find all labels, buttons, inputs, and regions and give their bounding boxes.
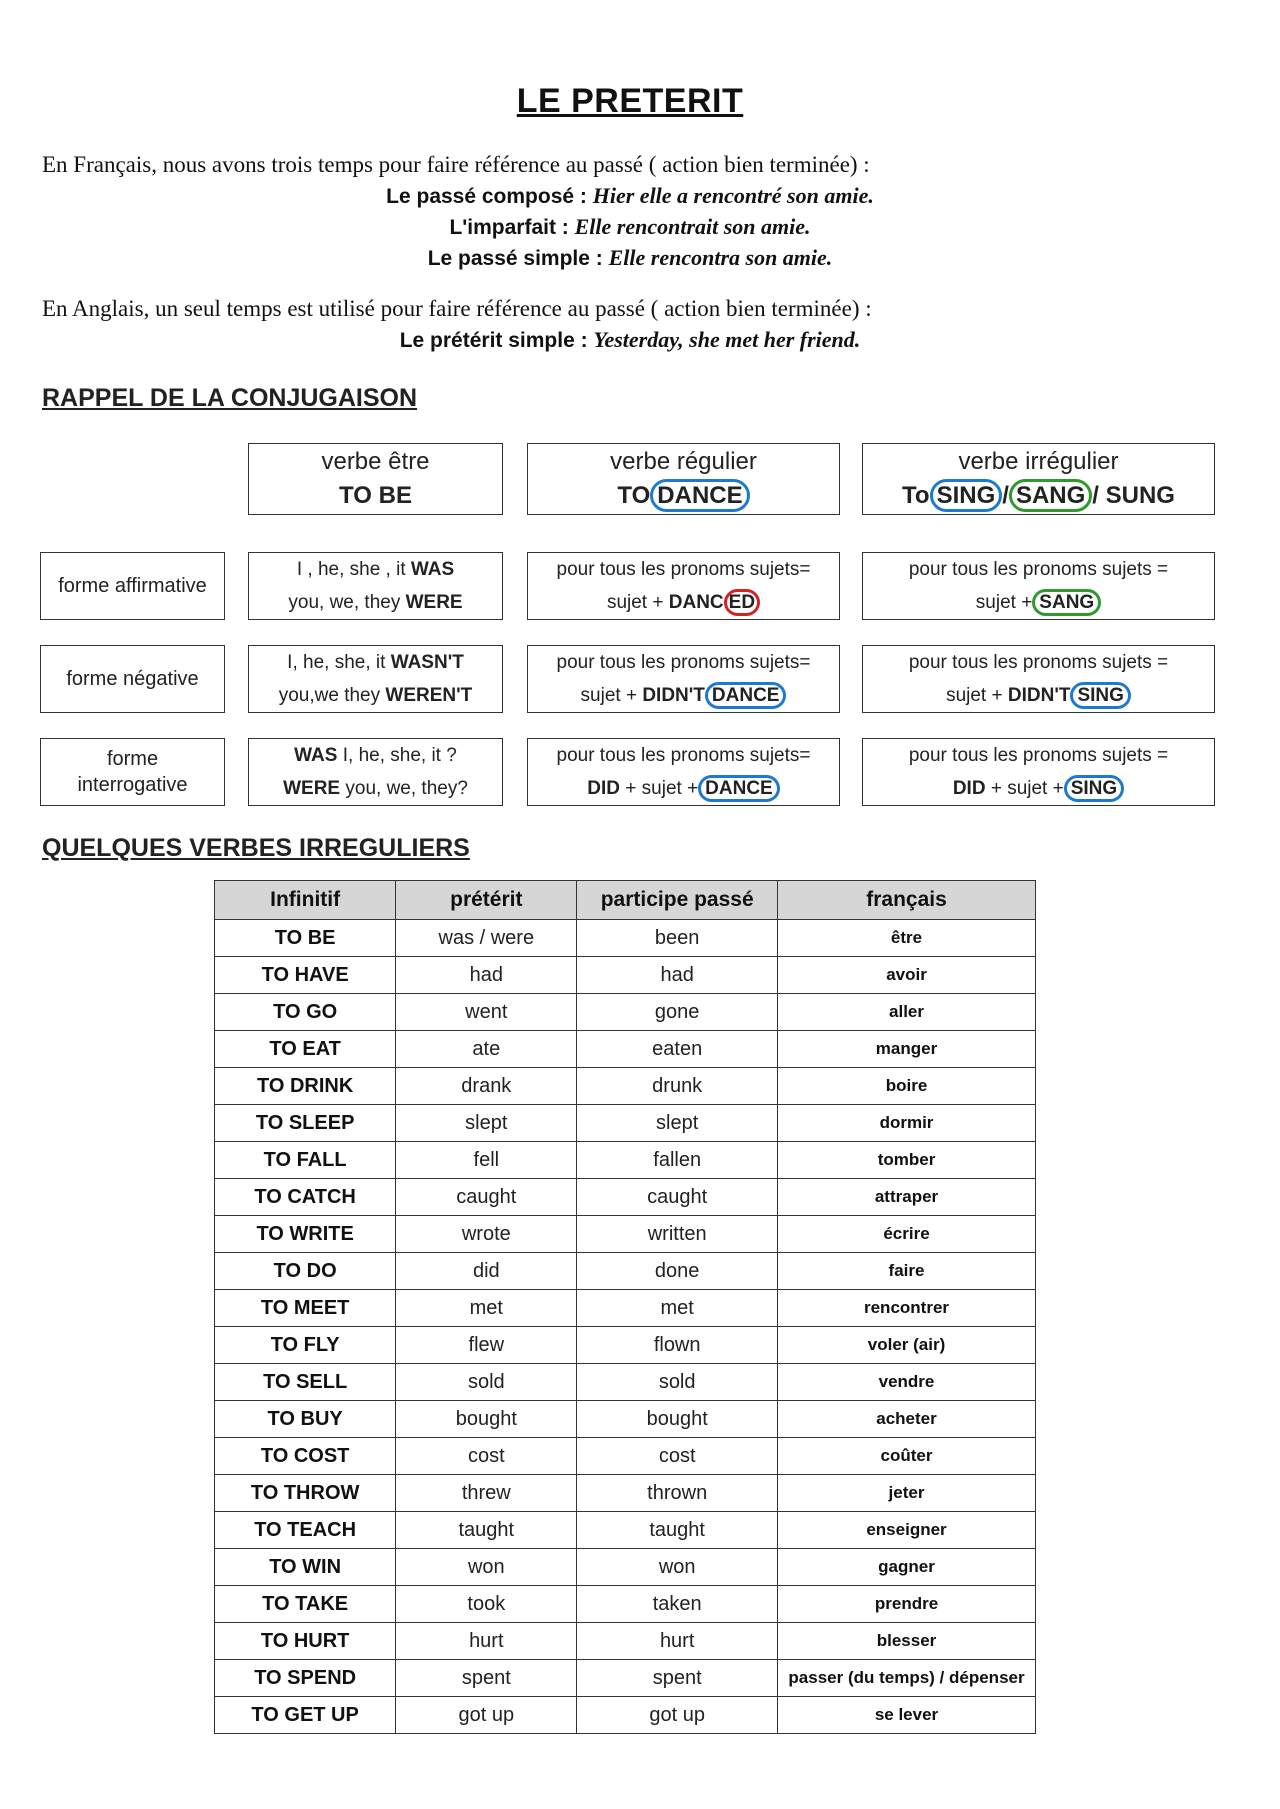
tense-imparfait [0,214,1260,240]
cell-infinitif: TO WRITE [215,1216,396,1253]
slash: / [1002,482,1009,509]
rule-middle: + sujet + [990,778,1064,799]
cell-regular-affirmative [527,552,840,620]
section-heading-conjugaison: RAPPEL DE LA CONJUGAISON [42,384,418,412]
cell-francais: passer (du temps) / dépenser [778,1660,1036,1697]
rule-middle: + sujet + [625,778,699,799]
cell-participe: taken [577,1586,778,1623]
cell-preterit: fell [396,1142,577,1179]
table-row [215,920,1036,957]
cell-francais: enseigner [778,1512,1036,1549]
header-verb [902,479,1175,513]
verb-form: WAS [294,745,338,766]
cell-francais: blesser [778,1623,1036,1660]
tense-label: Le passé simple : [427,247,603,270]
verb-form: WASN'T [390,652,464,673]
cell-infinitif: TO TEACH [215,1512,396,1549]
circled-ending: ED [724,589,760,616]
cell-infinitif: TO CATCH [215,1179,396,1216]
cell-francais: gagner [778,1549,1036,1586]
cell-participe: been [577,920,778,957]
cell-preterit: caught [396,1179,577,1216]
cell-participe: won [577,1549,778,1586]
cell-irregular-negative [862,645,1215,713]
row-label-interrogative [40,738,225,806]
pronouns: I, he, she, it ? [342,745,457,766]
verb-form: WERE [405,592,463,613]
section-heading-verbes: QUELQUES VERBES IRREGULIERS [42,834,470,862]
column-header-participe: participe passé [577,881,778,920]
verb-prefix: TO [617,482,651,509]
cell-infinitif: TO MEET [215,1290,396,1327]
header-title: verbe régulier [610,448,757,475]
cell-infinitif: TO COST [215,1438,396,1475]
cell-irregular-interrogative [862,738,1215,806]
cell-participe: drunk [577,1068,778,1105]
cell-francais: avoir [778,957,1036,994]
header-verb: TO BE [339,482,412,509]
cell-infinitif: TO HAVE [215,957,396,994]
column-header-infinitif: Infinitif [215,881,396,920]
cell-preterit: sold [396,1364,577,1401]
verb-stem: DANC [668,592,724,613]
table-row [215,1586,1036,1623]
circled-verb: DANCE [698,775,780,802]
rule-text: pour tous les pronoms sujets= [556,559,811,580]
table-row [215,1290,1036,1327]
table-row [215,1179,1036,1216]
table-row [215,1105,1036,1142]
cell-infinitif: TO EAT [215,1031,396,1068]
cell-infinitif: TO GET UP [215,1697,396,1734]
header-title: verbe irrégulier [958,448,1119,475]
table-row [215,1697,1036,1734]
table-header-row [215,881,1036,920]
tense-example: Elle rencontra son amie. [608,245,833,270]
cell-francais: tomber [778,1142,1036,1179]
rule-prefix: sujet + [580,685,638,706]
tense-label: Le prétérit simple : [399,329,588,352]
column-header-francais: français [778,881,1036,920]
pronouns: you, we, they? [345,778,468,799]
pronouns: I, he, she, it [287,652,386,673]
page-title: LE PRETERIT [516,82,744,120]
irregular-verbs-table [214,880,1036,1734]
cell-preterit: did [396,1253,577,1290]
cell-francais: aller [778,994,1036,1031]
cell-participe: met [577,1290,778,1327]
cell-preterit: wrote [396,1216,577,1253]
cell-francais: manger [778,1031,1036,1068]
pronouns: you, we, they [288,592,401,613]
cell-preterit: drank [396,1068,577,1105]
cell-preterit: cost [396,1438,577,1475]
cell-preterit: won [396,1549,577,1586]
table-row [215,1253,1036,1290]
cell-tobe-interrogative [248,738,503,806]
auxiliary: DID [587,778,620,799]
cell-francais: coûter [778,1438,1036,1475]
cell-participe: written [577,1216,778,1253]
cell-infinitif: TO SLEEP [215,1105,396,1142]
table-row [215,1623,1036,1660]
table-row [215,1512,1036,1549]
table-row [215,1142,1036,1179]
intro-english: En Anglais, un seul temps est utilisé pour faire référence au passé ( action bien terminée) : [42,296,872,321]
cell-participe: flown [577,1327,778,1364]
circled-verb: SING [1064,775,1124,802]
cell-preterit: taught [396,1512,577,1549]
header-title: verbe être [321,448,430,475]
table-row [215,1031,1036,1068]
cell-infinitif: TO TAKE [215,1586,396,1623]
cell-francais: se lever [778,1697,1036,1734]
cell-infinitif: TO HURT [215,1623,396,1660]
cell-preterit: spent [396,1660,577,1697]
cell-preterit: flew [396,1327,577,1364]
cell-participe: fallen [577,1142,778,1179]
intro-french: En Français, nous avons trois temps pour faire référence au passé ( action bien terminée) : [42,152,870,177]
header-verb [617,479,749,513]
cell-regular-interrogative [527,738,840,806]
cell-preterit: hurt [396,1623,577,1660]
cell-participe: done [577,1253,778,1290]
cell-francais: dormir [778,1105,1036,1142]
rule-prefix: sujet + [606,592,664,613]
cell-participe: got up [577,1697,778,1734]
cell-participe: cost [577,1438,778,1475]
table-row [215,994,1036,1031]
header-verbe-etre [248,443,503,515]
past-participle: / SUNG [1092,482,1175,509]
tense-example: Hier elle a rencontré son amie. [592,183,874,208]
verb-form: WAS [410,559,455,580]
circled-verb: SANG [1032,589,1101,616]
cell-infinitif: TO THROW [215,1475,396,1512]
table-row [215,957,1036,994]
rule-text: pour tous les pronoms sujets= [556,652,811,673]
cell-infinitif: TO FLY [215,1327,396,1364]
cell-francais: être [778,920,1036,957]
table-row [215,1549,1036,1586]
rule-text: pour tous les pronoms sujets = [908,745,1169,766]
cell-infinitif: TO FALL [215,1142,396,1179]
cell-francais: attraper [778,1179,1036,1216]
cell-participe: gone [577,994,778,1031]
cell-francais: jeter [778,1475,1036,1512]
tense-example: Yesterday, she met her friend. [593,327,861,352]
cell-preterit: threw [396,1475,577,1512]
table-row [215,1660,1036,1697]
cell-preterit: was / were [396,920,577,957]
cell-preterit: had [396,957,577,994]
tense-label: L'imparfait : [449,216,569,239]
rule-text: pour tous les pronoms sujets = [908,652,1169,673]
cell-francais: acheter [778,1401,1036,1438]
cell-participe: sold [577,1364,778,1401]
cell-participe: slept [577,1105,778,1142]
pronouns: you,we they [278,685,381,706]
cell-infinitif: TO BUY [215,1401,396,1438]
tense-preterit-simple [0,327,1260,353]
circled-verb: DANCE [650,479,749,512]
cell-francais: faire [778,1253,1036,1290]
circled-verb: DANCE [705,682,787,709]
tense-label: Le passé composé : [386,185,587,208]
row-label-affirmative: forme affirmative [40,552,225,620]
tense-passe-simple [0,245,1260,271]
auxiliary: DIDN'T [642,685,705,706]
cell-infinitif: TO GO [215,994,396,1031]
cell-francais: rencontrer [778,1290,1036,1327]
auxiliary: DIDN'T [1007,685,1071,706]
column-header-preterit: prétérit [396,881,577,920]
cell-participe: had [577,957,778,994]
verb-form: WERE [283,778,341,799]
cell-infinitif: TO DO [215,1253,396,1290]
cell-preterit: went [396,994,577,1031]
label-text: forme interrogative [77,748,188,796]
cell-preterit: met [396,1290,577,1327]
rule-text: pour tous les pronoms sujets= [556,745,811,766]
row-label-negative: forme négative [40,645,225,713]
cell-infinitif: TO SELL [215,1364,396,1401]
cell-regular-negative [527,645,840,713]
cell-participe: taught [577,1512,778,1549]
cell-participe: thrown [577,1475,778,1512]
cell-preterit: slept [396,1105,577,1142]
circled-preterit: SANG [1009,479,1092,512]
cell-francais: prendre [778,1586,1036,1623]
cell-participe: eaten [577,1031,778,1068]
header-verbe-regulier [527,443,840,515]
cell-preterit: got up [396,1697,577,1734]
cell-infinitif: TO BE [215,920,396,957]
verb-prefix: To [902,482,930,509]
table-row [215,1216,1036,1253]
cell-francais: boire [778,1068,1036,1105]
cell-preterit: ate [396,1031,577,1068]
rule-prefix: sujet + [946,685,1003,706]
cell-irregular-affirmative [862,552,1215,620]
cell-preterit: bought [396,1401,577,1438]
circled-verb: SING [1070,682,1130,709]
verb-form: WEREN'T [385,685,473,706]
table-row [215,1364,1036,1401]
cell-participe: caught [577,1179,778,1216]
circled-infinitive: SING [930,479,1003,512]
table-row [215,1327,1036,1364]
tense-passe-compose [0,183,1260,209]
cell-participe: hurt [577,1623,778,1660]
cell-participe: bought [577,1401,778,1438]
table-row [215,1068,1036,1105]
cell-infinitif: TO DRINK [215,1068,396,1105]
rule-text: pour tous les pronoms sujets = [908,559,1169,580]
cell-tobe-affirmative [248,552,503,620]
table-row [215,1438,1036,1475]
auxiliary: DID [952,778,986,799]
cell-preterit: took [396,1586,577,1623]
tense-example: Elle rencontrait son amie. [574,214,811,239]
cell-infinitif: TO SPEND [215,1660,396,1697]
cell-infinitif: TO WIN [215,1549,396,1586]
cell-tobe-negative [248,645,503,713]
header-verbe-irregulier [862,443,1215,515]
pronouns: I , he, she , it [296,559,406,580]
cell-francais: écrire [778,1216,1036,1253]
cell-francais: voler (air) [778,1327,1036,1364]
cell-francais: vendre [778,1364,1036,1401]
table-row [215,1475,1036,1512]
rule-prefix: sujet + [975,592,1033,613]
table-row [215,1401,1036,1438]
cell-participe: spent [577,1660,778,1697]
